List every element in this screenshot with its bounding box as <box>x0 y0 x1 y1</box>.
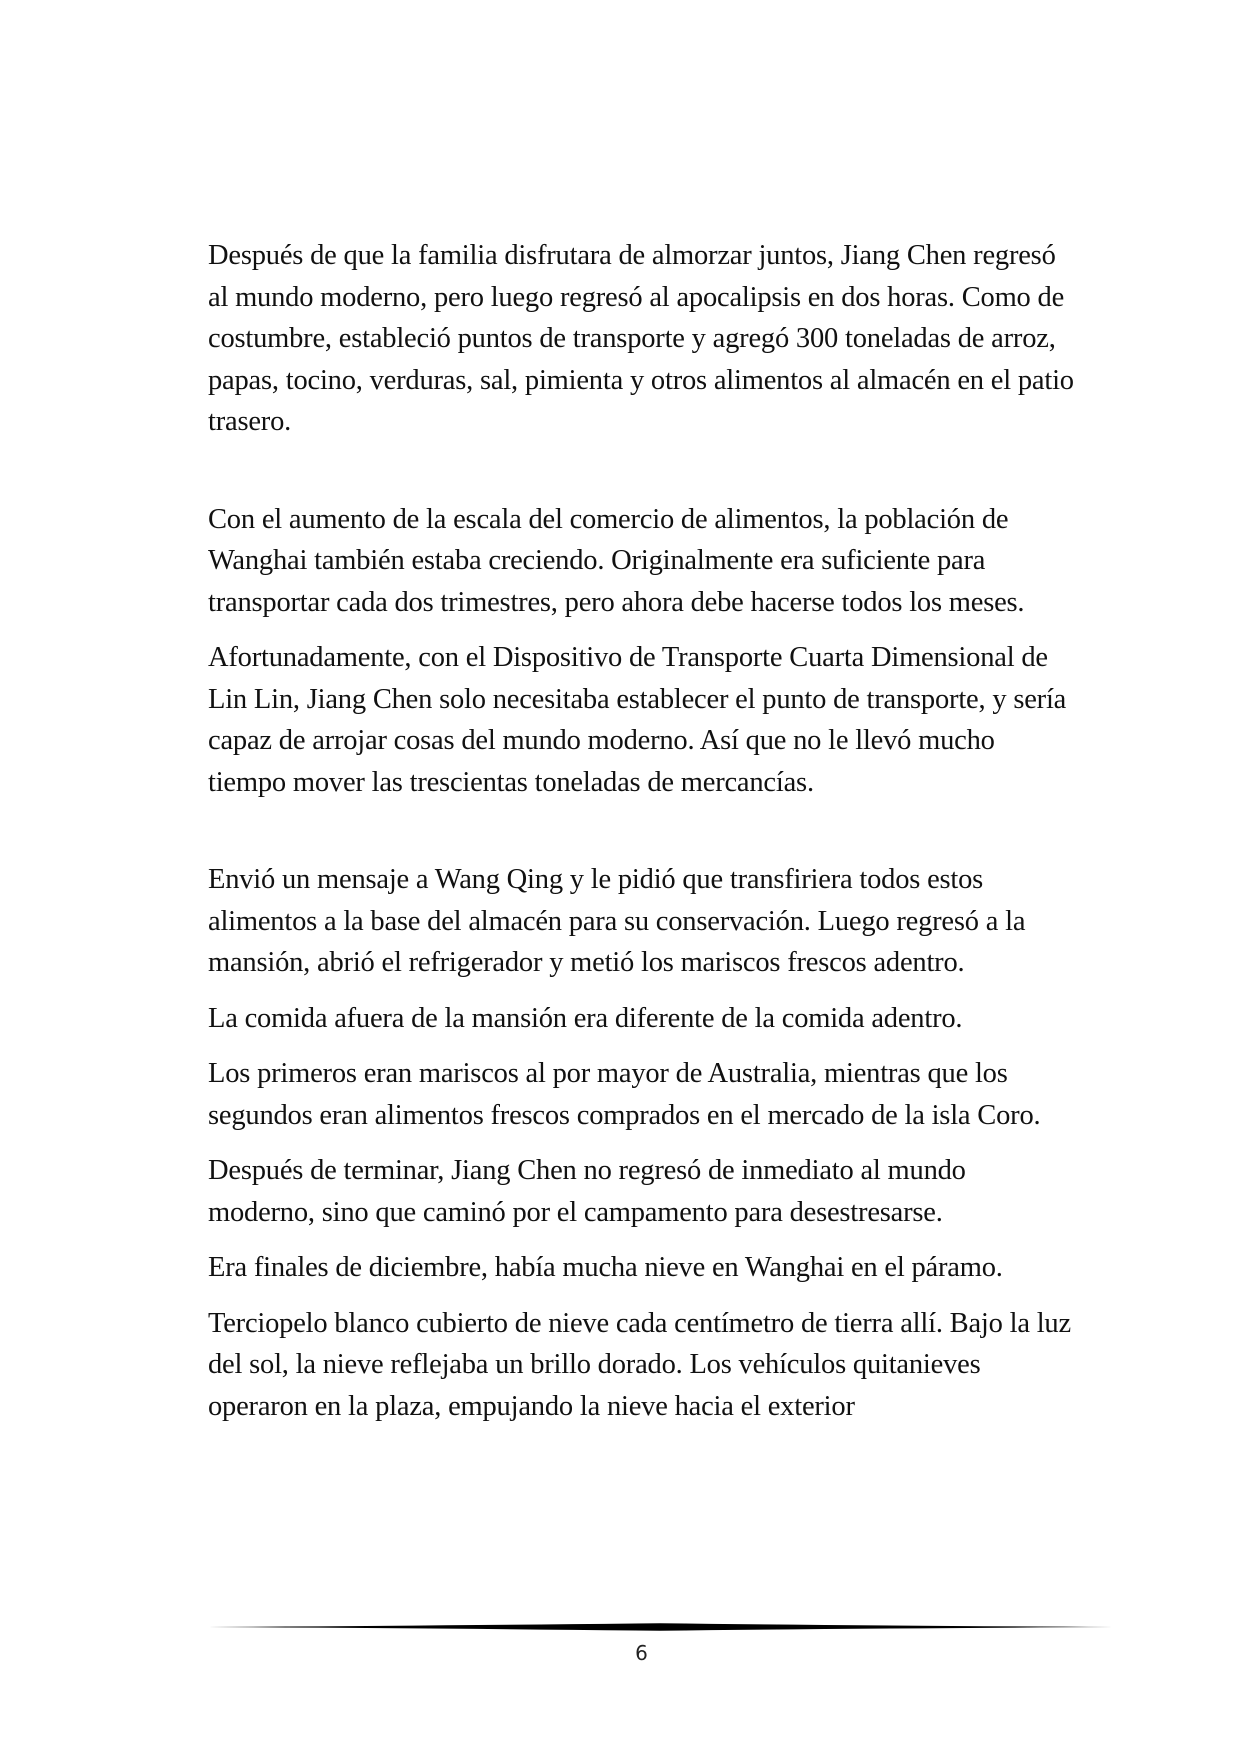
paragraph: Después de terminar, Jiang Chen no regresó de inmediato al mundo moderno, sino que caminó por el campamento para desestresarse. <box>208 1155 966 1228</box>
paragraph: Los primeros eran mariscos al por mayor de Australia, mientras que los segundos eran alimentos frescos comprados en el mercado de la isla Coro. <box>208 1058 1041 1131</box>
paragraph: Afortunadamente, con el Dispositivo de Transporte Cuarta Dimensional de Lin Lin, Jiang Chen solo necesitaba establecer el punto de transporte, y sería capaz de arrojar cosas del mundo moderno. Así que no le llevó mucho tiempo mover las trescientas toneladas de mercancías. <box>208 642 1067 798</box>
paragraph: Después de que la familia disfrutara de almorzar juntos, Jiang Chen regresó al mundo moderno, pero luego regresó al apocalipsis en dos horas. Como de costumbre, estableció puntos de transporte y agregó 300 toneladas de arroz, papas, tocino, verduras, sal, pimienta y otros alimentos al almacén en el patio trasero. <box>208 240 1074 437</box>
paragraph: Era finales de diciembre, había mucha nieve en Wanghai en el páramo. <box>208 1252 1003 1283</box>
page-body <box>208 235 1076 1427</box>
paragraph: La comida afuera de la mansión era diferente de la comida adentro. <box>208 1002 963 1034</box>
paragraph: Con el aumento de la escala del comercio de alimentos, la población de Wanghai también estaba creciendo. Originalmente era suficiente para transportar cada dos trimestres, pero ahora debe hacerse todos los meses. <box>208 503 1025 618</box>
paragraph: Terciopelo blanco cubierto de nieve cada centímetro de tierra allí. Bajo la luz del sol, la nieve reflejaba un brillo dorado. Los vehículos quitanieves operaron en la plaza, empujando la nieve hacia el exterior <box>208 1307 1071 1422</box>
paragraph: Envió un mensaje a Wang Qing y le pidió que transfiriera todos estos alimentos a la base del almacén para su conservación. Luego regresó a la mansión, abrió el refrigerador y metió los mariscos frescos adentro. <box>208 864 1026 978</box>
page-number: 6 <box>635 1641 648 1665</box>
footer-divider <box>208 1622 1113 1632</box>
